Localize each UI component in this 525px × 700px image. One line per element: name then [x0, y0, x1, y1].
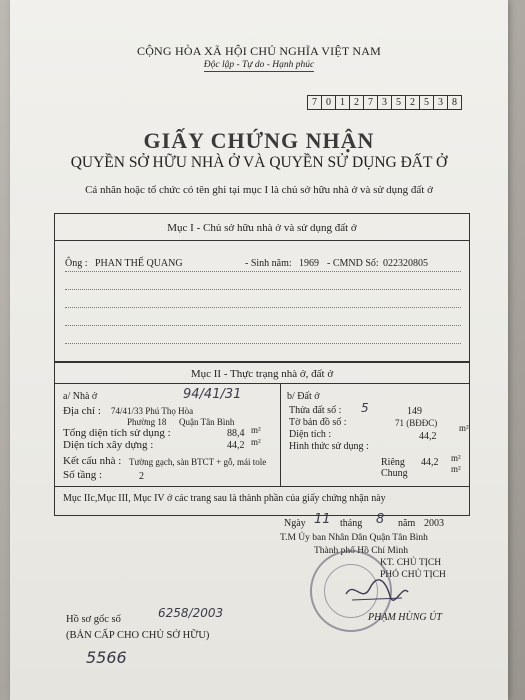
date-month-label: tháng: [340, 518, 363, 529]
id-label: - CMND Số:: [327, 258, 379, 269]
serial-digit: 2: [406, 95, 420, 110]
plot-number: 149: [407, 406, 422, 417]
shared-unit: m²: [451, 464, 461, 474]
serial-digit: 5: [420, 95, 434, 110]
section-property: [54, 362, 470, 516]
serial-digit: 3: [434, 95, 448, 110]
area-label: Diện tích :: [289, 429, 332, 440]
house-heading: a/ Nhà ở: [63, 391, 98, 402]
serial-digit: 0: [322, 95, 336, 110]
private-label: Riêng: [381, 457, 405, 468]
build-area-unit: m²: [251, 437, 261, 447]
section-owner: [54, 213, 470, 362]
document-subtitle: QUYỀN SỞ HỮU NHÀ Ở VÀ QUYỀN SỬ DỤNG ĐẤT Ở: [70, 154, 448, 171]
org-line1: T.M Ủy ban Nhân Dân Quận Tân Bình: [280, 533, 428, 543]
section-footer-note: Mục IIc,Mục III, Mục IV ở các trang sau là thành phần của giấy chứng nhận này: [63, 493, 386, 504]
archive-handwritten-number: 5566: [86, 648, 127, 667]
archive-note: (BẢN CẤP CHO CHỦ SỞ HỮU): [66, 630, 210, 641]
build-area-label: Diện tích xây dựng :: [63, 439, 154, 451]
map-label: Tờ bản đồ số :: [289, 417, 347, 428]
signer-name: PHẠM HÙNG ÚT: [368, 612, 442, 623]
serial-digit: 1: [336, 95, 350, 110]
plot-handwritten: 5: [361, 401, 369, 415]
birth-label: - Sinh năm:: [245, 258, 292, 269]
total-area: 88,4: [227, 428, 245, 439]
serial-digit: 5: [392, 95, 406, 110]
floors-label: Số tầng :: [63, 469, 103, 481]
document-title: GIẤY CHỨNG NHẬN: [143, 128, 375, 153]
section-property-title: Mục II - Thực trạng nhà ở, đất ở: [190, 368, 334, 380]
plot-label: Thửa đất số :: [289, 405, 342, 416]
serial-digit: 7: [364, 95, 378, 110]
certificate-page: [10, 0, 508, 700]
id-number: 022320805: [383, 258, 428, 269]
archive-label: Hồ sơ gốc số: [66, 614, 121, 625]
intro-text: Cá nhân hoặc tổ chức có tên ghi tại mục I là chủ sở hữu nhà ở và sử dụng đất ở: [85, 184, 433, 196]
floors: 2: [139, 471, 144, 482]
ward: Phường 18: [127, 417, 167, 427]
date-day: 11: [314, 512, 331, 527]
total-area-unit: m²: [251, 425, 261, 435]
house-number-handwritten: 94/41/31: [183, 387, 242, 402]
date-year: 2003: [424, 518, 444, 529]
total-area-label: Tổng diện tích sử dụng :: [63, 427, 171, 439]
serial-digit: 7: [307, 95, 322, 110]
serial-digit: 8: [448, 95, 462, 110]
private-area: 44,2: [421, 457, 439, 468]
national-title: CỘNG HÒA XÃ HỘI CHỦ NGHĨA VIỆT NAM: [136, 44, 382, 58]
section-owner-title: Mục I - Chủ sở hữu nhà ở và sử dụng đất ở: [167, 222, 357, 234]
shared-label: Chung: [381, 468, 408, 479]
archive-number: 6258/2003: [158, 606, 224, 620]
serial-number: [307, 95, 462, 110]
national-motto: Độc lập - Tự do - Hạnh phúc: [203, 60, 315, 70]
map-number: 71 (BĐĐC): [395, 418, 438, 428]
owner-name: PHAN THẾ QUANG: [95, 258, 183, 269]
build-area: 44,2: [227, 440, 245, 451]
land-area: 44,2: [419, 431, 437, 442]
date-month: 8: [376, 512, 385, 527]
address-label: Địa chỉ :: [63, 405, 101, 417]
serial-digit: 3: [378, 95, 392, 110]
private-unit: m²: [451, 453, 461, 463]
address: 74/41/33 Phú Thọ Hòa: [111, 406, 194, 416]
serial-digit: 2: [350, 95, 364, 110]
signature-scribble: [342, 574, 412, 608]
date-prefix: Ngày: [284, 518, 306, 529]
land-heading: b/ Đất ở: [287, 391, 320, 402]
role-line1: KT. CHỦ TỊCH: [380, 558, 442, 568]
usage-label: Hình thức sử dụng :: [289, 441, 369, 452]
land-area-unit: m²: [459, 423, 469, 433]
structure: Tường gạch, sàn BTCT + gỗ, mái tole: [129, 457, 267, 467]
birth-year: 1969: [299, 258, 319, 269]
date-year-label: năm: [398, 518, 416, 529]
owner-prefix: Ông :: [65, 258, 88, 269]
org-line2: Thành phố Hồ Chí Minh: [314, 546, 408, 556]
role-line2: PHÓ CHỦ TỊCH: [380, 570, 446, 580]
structure-label: Kết cấu nhà :: [63, 455, 122, 467]
district: Quận Tân Bình: [179, 417, 235, 427]
